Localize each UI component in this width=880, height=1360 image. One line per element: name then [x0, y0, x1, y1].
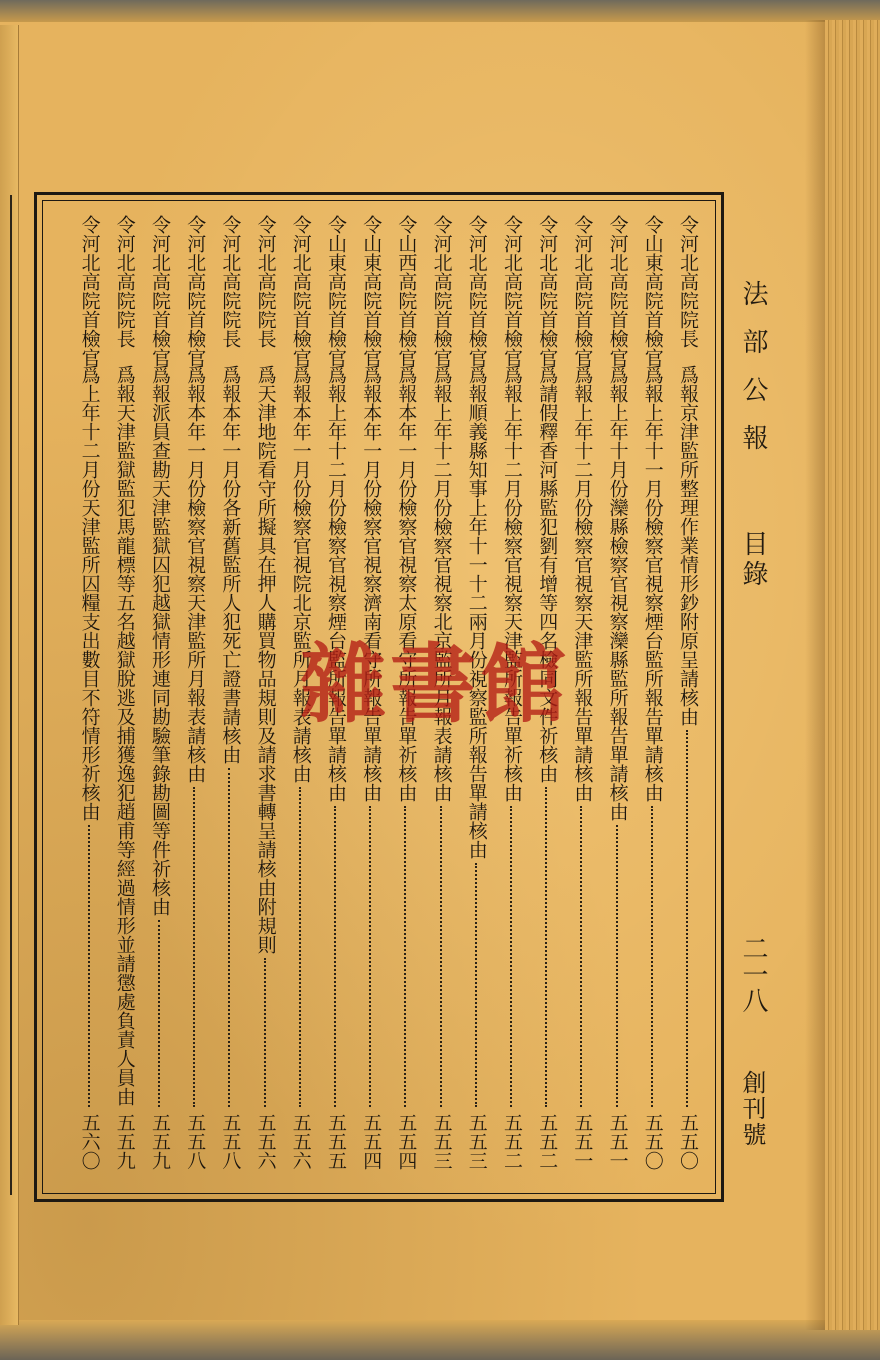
dot-leader — [264, 958, 266, 1107]
entry-subject: 爲報上年十一月份檢察官視察煙台監所報告單請核由 — [641, 365, 664, 802]
toc-entry — [603, 215, 633, 1185]
dot-leader — [616, 825, 618, 1107]
entry-recipient: 令河北高院首檢官 — [184, 215, 207, 367]
entry-recipient: 令山東高院首檢官 — [325, 215, 347, 367]
entry-page: 五五六 — [289, 1113, 312, 1170]
entry-page: 五五二 — [536, 1113, 559, 1170]
toc-entry — [356, 215, 386, 1185]
entry-subject: 爲報派員查勘天津監獄囚犯越獄情形連同勘驗筆錄勘圖等件祈核由 — [149, 365, 171, 916]
toc-entry — [180, 215, 210, 1185]
entry-subject: 爲報本年一月份各新舊監所人犯死亡證書請核由 — [219, 365, 242, 764]
dot-leader — [158, 920, 160, 1107]
entry-subject: 爲報本年一月份檢察官視察天津監所月報表請核由 — [184, 365, 207, 783]
entry-page: 五五六 — [254, 1113, 277, 1170]
entry-subject: 爲報天津監獄監犯馬龍標等五名越獄脫逃及捕獲逸犯趙甫等經過情形並請懲處負責人員由 — [113, 365, 136, 1106]
dot-leader — [334, 806, 336, 1107]
dot-leader — [475, 863, 477, 1107]
section-title: 目錄 — [738, 530, 768, 590]
entry-recipient: 令河北高院院長 — [254, 215, 277, 348]
entry-page: 五五九 — [113, 1113, 136, 1170]
entry-page: 五五二 — [501, 1113, 523, 1170]
entry-subject: 爲報本年一月份檢察官視院北京監所月報表請核由 — [289, 365, 312, 783]
dot-leader — [404, 806, 406, 1107]
entry-recipient: 令山東高院首檢官 — [360, 215, 383, 367]
entry-recipient: 令河北高院首檢官 — [536, 215, 559, 367]
entry-page: 五六〇 — [78, 1113, 101, 1170]
page-number: 二一八 — [738, 935, 768, 1013]
entry-subject: 爲報本年一月份檢察官視察濟南看守所報告單請核由 — [360, 365, 383, 802]
entry-page: 五五〇 — [677, 1113, 699, 1170]
entry-subject: 爲報上年十二月份檢察官視察天津監所報告單請核由 — [571, 365, 594, 802]
page-edges — [825, 20, 880, 1330]
entry-subject: 爲報上年十二月份檢察官視察北京監所月報表請核由 — [430, 365, 453, 802]
previous-page-frame — [0, 195, 12, 1195]
toc-entry — [427, 215, 457, 1185]
toc-entry — [462, 215, 492, 1185]
toc-entry — [215, 215, 245, 1185]
entry-recipient: 令河北高院院長 — [219, 215, 242, 348]
toc-entry — [497, 215, 527, 1185]
dot-leader — [193, 787, 195, 1107]
toc-entry — [286, 215, 316, 1185]
dot-leader — [228, 768, 230, 1107]
entry-page: 五五四 — [360, 1113, 383, 1170]
dot-leader — [510, 806, 512, 1107]
entry-recipient: 令河北高院首檢官 — [571, 215, 594, 367]
entry-page: 五五八 — [184, 1113, 207, 1170]
entry-recipient: 令河北高院首檢官 — [465, 215, 488, 367]
dot-leader — [369, 806, 371, 1107]
toc-entry — [110, 215, 140, 1185]
dot-leader — [651, 806, 653, 1107]
dot-leader — [686, 730, 688, 1107]
dot-leader — [545, 787, 547, 1107]
entry-recipient: 令河北高院首檢官 — [501, 215, 523, 367]
seal-text: 雜書館 — [300, 634, 570, 735]
entry-recipient: 令河北高院首檢官 — [149, 215, 171, 367]
entry-recipient: 令河北高院院長 — [113, 215, 136, 348]
entry-page: 五五八 — [219, 1113, 242, 1170]
entry-recipient: 令山東高院首檢官 — [641, 215, 664, 367]
toc-entry — [673, 215, 703, 1185]
entry-recipient: 令河北高院首檢官 — [430, 215, 453, 367]
toc-entry — [251, 215, 281, 1185]
dot-leader — [440, 806, 442, 1107]
dot-leader — [299, 787, 301, 1107]
toc-entry — [75, 215, 105, 1185]
entry-page: 五五一 — [606, 1113, 629, 1170]
scan-top-edge — [0, 0, 880, 22]
toc-entry — [391, 215, 421, 1185]
running-header — [735, 280, 769, 1180]
entry-recipient: 令河北高院院長 — [677, 215, 699, 348]
entry-subject: 爲報京津監所整理作業情形鈔附原呈請核由 — [677, 365, 699, 726]
entry-page: 五五九 — [149, 1113, 171, 1170]
entry-subject: 爲上年十二月份天津監所囚糧支出數目不符情形祈核由 — [78, 365, 101, 821]
toc-entry — [145, 215, 175, 1185]
entry-page: 五五三 — [465, 1113, 488, 1170]
entry-recipient: 令河北高院首檢官 — [606, 215, 629, 367]
dot-leader — [580, 806, 582, 1107]
entry-subject: 爲報順義縣知事上年十一十二兩月份視察監所報告單請核由 — [465, 365, 488, 859]
toc-entry — [321, 215, 351, 1185]
issue-label: 創刊號 — [738, 1070, 766, 1148]
toc-entry — [567, 215, 597, 1185]
toc-entry — [638, 215, 668, 1185]
entry-page: 五五五 — [325, 1113, 347, 1170]
scan-bottom-edge — [0, 1320, 880, 1360]
entry-page: 五五一 — [571, 1113, 594, 1170]
publication-title: 法部公報 — [738, 280, 768, 472]
entry-recipient: 令河北高院首檢官 — [289, 215, 312, 367]
entry-recipient: 令山西高院首檢官 — [395, 215, 418, 367]
dot-leader — [88, 825, 90, 1107]
gutter-shadow — [805, 20, 825, 1330]
entry-subject: 爲請假釋香河縣監犯劉有增等四名檢同文件祈核由 — [536, 365, 559, 783]
entry-recipient: 令河北高院首檢官 — [78, 215, 101, 367]
toc-entry — [532, 215, 562, 1185]
entry-subject: 爲報上年十二月份檢察官視察煙台監所報告單請核由 — [325, 365, 347, 802]
entry-subject: 爲報上年十二月份檢察官視察天津監所報告單祈核由 — [501, 365, 523, 802]
entry-page: 五五三 — [430, 1113, 453, 1170]
entry-page: 五五〇 — [641, 1113, 664, 1170]
entry-subject: 爲天津地院看守所擬具在押人購買物品規則及請求書轉呈請核由附規則 — [254, 365, 277, 954]
entry-subject: 爲報本年一月份檢察官視察太原看守所報告單祈核由 — [395, 365, 418, 802]
entry-page: 五五四 — [395, 1113, 418, 1170]
entry-subject: 爲報上年十月份灤縣檢察官視察灤縣監所報告單請核由 — [606, 365, 629, 821]
